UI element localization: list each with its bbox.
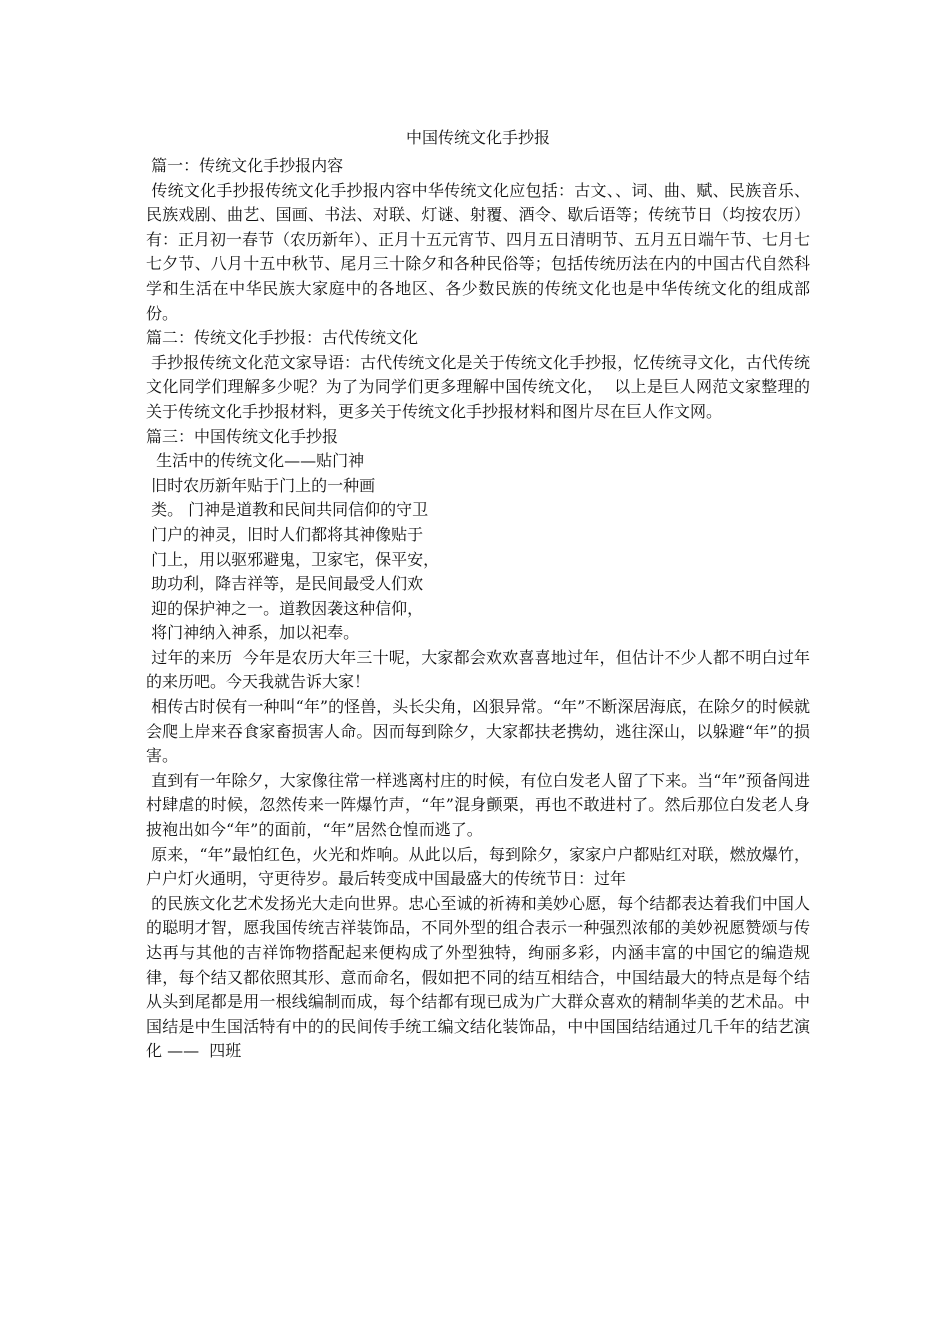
paragraph: 类。 门神是道教和民间共同信仰的守卫	[146, 500, 429, 520]
section-heading: 篇一：传统文化手抄报内容	[146, 156, 344, 175]
paragraph: 相传古时侯有一种叫“年”的怪兽，头长尖角，凶狠异常。“年”不断深居海底，在除夕的时候就会爬上岸来吞食家畜损害人命。因而每到除夕，大家都扶老携幼，逃往深山，以躲避“年”的损害。	[146, 697, 810, 766]
paragraph: 原来，“年”最怕红色，火光和炸响。从此以后，每到除夕，家家户户都贴红对联，燃放爆竹，户户灯火通明，守更待岁。最后转变成中国最盛大的传统节日：过年	[146, 844, 810, 889]
paragraph: 将门神纳入神系，加以祀奉。	[146, 623, 360, 643]
paragraph: 的民族文化艺术发扬光大走向世界。忠心至诚的祈祷和美妙心愿，每个结都表达着我们中国人的聪明才智，愿我国传统吉祥装饰品，不同外型的组合表示一种强烈浓郁的美妙祝愿赞颂与传达再与其他的吉祥饰物搭配起来便构成了外型独特，绚丽多彩，内涵丰富的中国它的编造规律，每个结又都依照其形、意而命名，假如把不同的结互相结合，中国结最大的特点是每个结从头到尾都是用一根线编制而成，每个结都有现已成为广大群众喜欢的精制华美的艺术品。中国结是中生国活特有中的的民间传手统工编文结化装饰品，中中国国结结通过几千年的结艺演化 —— 四班	[146, 893, 810, 1061]
document-page	[146, 126, 810, 1064]
paragraph: 传统文化手抄报传统文化手抄报内容中华传统文化应包括：古文、、词、曲、赋、民族音乐、民族戏剧、曲艺、国画、书法、对联、灯谜、射覆、酒令、歇后语等；传统节日（均按农历）有：正月初一春节（农历新年）、正月十五元宵节、四月五日清明节、五月五日端午节、七月七七夕节、八月十五中秋节、尾月三十除夕和各种民俗等；包括传统历法在内的中国古代自然科学和生活在中华民族大家庭中的各地区、各少数民族的传统文化也是中华传统文化的组成部份。	[146, 180, 811, 323]
paragraph: 助功利，降吉祥等，是民间最受人们欢	[146, 574, 424, 594]
paragraph: 生活中的传统文化——贴门神	[146, 451, 365, 471]
paragraph: 门户的神灵，旧时人们都将其神像贴于	[146, 524, 424, 544]
section-heading: 篇三：中国传统文化手抄报	[146, 426, 339, 446]
paragraph: 旧时农历新年贴于门上的一种画	[146, 475, 376, 495]
document-title: 中国传统文化手抄报	[405, 128, 550, 147]
document-body	[146, 154, 810, 1064]
paragraph: 门上，用以驱邪避鬼，卫家宅，保平安，	[146, 549, 440, 569]
paragraph: 直到有一年除夕，大家像往常一样逃离村庄的时候，有位白发老人留了下来。当“年”预备闯进村肆虐的时候，忽然传来一阵爆竹声，“年”混身颤栗，再也不敢进村了。然后那位白发老人身披袍出如今“年”的面前，“年”居然仓惶而逃了。	[146, 770, 810, 840]
paragraph: 过年的来历 今年是农历大年三十呢，大家都会欢欢喜喜地过年，但估计不少人都不明白过年的来历吧。今天我就告诉大家！	[146, 647, 810, 692]
section-heading: 篇二：传统文化手抄报：古代传统文化	[146, 328, 419, 348]
paragraph: 迎的保护神之一。道教因袭这种信仰，	[146, 598, 424, 618]
paragraph: 手抄报传统文化范文家导语：古代传统文化是关于传统文化手抄报，忆传统寻文化，古代传统文化同学们理解多少呢？为了为同学们更多理解中国传统文化， 以上是巨人网范文家整理的关于传统文化手抄报材料，更多关于传统文化手抄报材料和图片尽在巨人作文网。	[146, 352, 810, 421]
